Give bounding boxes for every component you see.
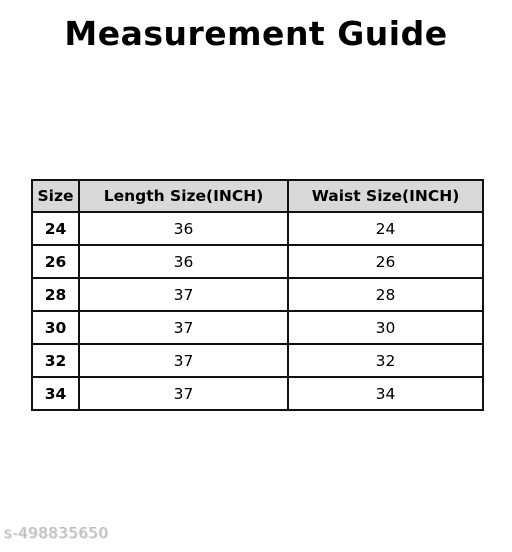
waist-cell: 26	[288, 245, 483, 278]
table-row	[32, 311, 483, 344]
size-cell: 34	[32, 377, 79, 410]
length-cell: 37	[79, 311, 288, 344]
length-cell: 36	[79, 212, 288, 245]
waist-cell: 34	[288, 377, 483, 410]
header-size: Size	[32, 180, 79, 212]
table-row	[32, 278, 483, 311]
size-cell: 26	[32, 245, 79, 278]
table-row	[32, 344, 483, 377]
table-row	[32, 245, 483, 278]
table-header-row	[32, 180, 483, 212]
waist-cell: 32	[288, 344, 483, 377]
size-cell: 28	[32, 278, 79, 311]
header-waist-size: Waist Size(INCH)	[288, 180, 483, 212]
size-cell: 24	[32, 212, 79, 245]
table-row	[32, 212, 483, 245]
page-title: Measurement Guide	[64, 14, 448, 53]
measurement-table	[31, 179, 484, 411]
table-row	[32, 377, 483, 410]
waist-cell: 30	[288, 311, 483, 344]
length-cell: 36	[79, 245, 288, 278]
length-cell: 37	[79, 377, 288, 410]
size-cell: 32	[32, 344, 79, 377]
waist-cell: 24	[288, 212, 483, 245]
length-cell: 37	[79, 344, 288, 377]
length-cell: 37	[79, 278, 288, 311]
size-cell: 30	[32, 311, 79, 344]
watermark-code: s-498835650	[4, 524, 109, 542]
waist-cell: 28	[288, 278, 483, 311]
header-length-size: Length Size(INCH)	[79, 180, 288, 212]
